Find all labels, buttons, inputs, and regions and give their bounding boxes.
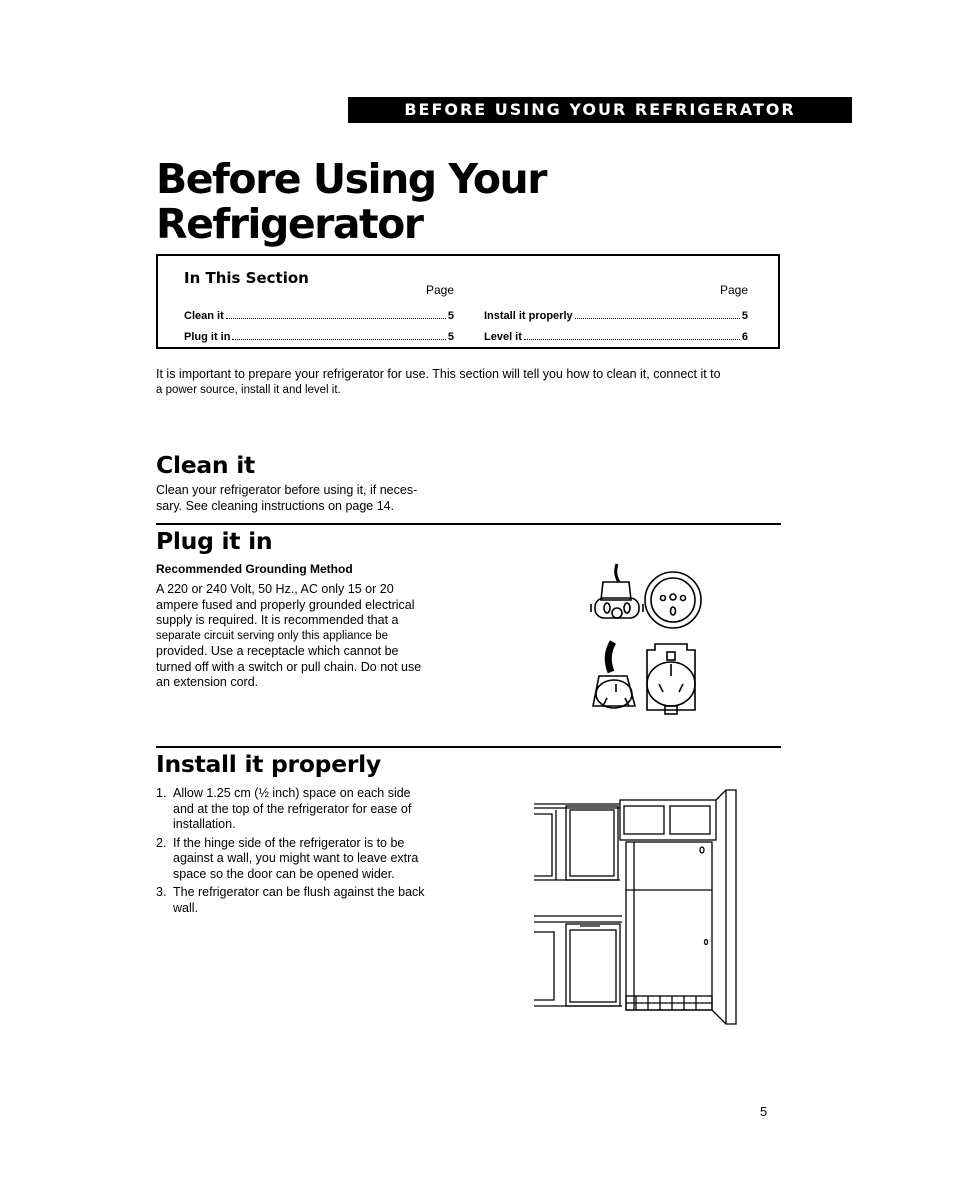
contents-entry-page: 6 (741, 331, 748, 343)
step-line: The refrigerator can be flush against the back (173, 885, 425, 899)
leader-dots (524, 339, 740, 340)
contents-entry (484, 301, 748, 322)
page-number: 5 (760, 1104, 768, 1119)
page-title-line-1: Before Using Your (156, 155, 546, 203)
page-title-line-2: Refrigerator (156, 200, 423, 248)
intro-paragraph (156, 366, 781, 398)
contents-entry (184, 322, 454, 343)
upper-cabinets (534, 804, 620, 880)
install-step (156, 836, 456, 883)
plug-heading: Plug it in (156, 527, 273, 555)
grounding-subheading: Recommended Grounding Method (156, 562, 353, 576)
flat-pin-plug-icon (593, 642, 635, 708)
install-step (156, 885, 456, 916)
contents-entry-label: Clean it (184, 310, 224, 322)
clean-line-1: Clean your refrigerator before using it, if neces- (156, 483, 418, 497)
step-text (173, 836, 418, 883)
leader-dots (226, 318, 446, 319)
grounded-plug-illustration (585, 560, 715, 720)
step-line: If the hinge side of the refrigerator is to be (173, 835, 405, 850)
leader-dots (575, 318, 740, 319)
section-contents-box (156, 254, 780, 349)
plug-line: A 220 or 240 Volt, 50 Hz., AC only 15 or 20 (156, 582, 394, 596)
contents-entry-page: 5 (447, 310, 454, 322)
refrigerator-icon (626, 842, 712, 1010)
step-number: 1. (156, 786, 167, 800)
plug-text (156, 582, 456, 691)
install-steps (156, 786, 456, 919)
contents-entry-page: 5 (741, 310, 748, 322)
refrigerator-installation-illustration (530, 786, 742, 1028)
clean-heading: Clean it (156, 451, 255, 479)
plug-line: provided. Use a receptacle which cannot be (156, 644, 399, 658)
round-socket-icon (645, 572, 701, 628)
plug-line: separate circuit serving only this appliance be (156, 629, 389, 642)
plug-line: ampere fused and properly grounded electrical (156, 597, 415, 612)
step-number: 2. (156, 835, 167, 850)
install-heading: Install it properly (156, 750, 381, 778)
step-line: Allow 1.25 cm (½ inch) space on each side (173, 786, 411, 800)
intro-line-1: It is important to prepare your refrigerator for use. This section will tell you how to clean it, connect it to (156, 367, 721, 381)
contents-heading: In This Section (184, 269, 309, 287)
contents-left-column (184, 283, 454, 343)
plug-line: supply is required. It is recommended that a (156, 613, 399, 627)
contents-entry-label: Install it properly (484, 310, 573, 322)
step-text (173, 786, 411, 833)
step-line: installation. (173, 817, 236, 831)
counter-and-lower-cabinets (534, 916, 622, 1006)
section-banner: BEFORE USING YOUR REFRIGERATOR (348, 97, 852, 123)
clean-line-2: sary. See cleaning instructions on page 14. (156, 498, 395, 513)
round-plug-icon (591, 564, 643, 618)
contents-entry (484, 322, 748, 343)
install-step (156, 786, 456, 833)
overhead-cabinets-above-fridge (620, 800, 716, 840)
step-line: and at the top of the refrigerator for ease of (173, 801, 412, 816)
step-text (173, 885, 425, 916)
step-line: wall. (173, 900, 199, 915)
page-title (156, 157, 756, 247)
step-line: space so the door can be opened wider. (173, 866, 395, 881)
contents-entry-label: Level it (484, 331, 522, 343)
clean-text (156, 483, 456, 514)
leader-dots (232, 339, 445, 340)
contents-right-column (484, 283, 748, 343)
page-column-label: Page (719, 283, 748, 297)
plug-line: an extension cord. (156, 675, 259, 689)
step-number: 3. (156, 885, 167, 899)
contents-entry-page: 5 (447, 331, 454, 343)
plug-line: turned off with a switch or pull chain. Do not use (156, 659, 422, 674)
contents-entry-label: Plug it in (184, 331, 231, 343)
flat-pin-socket-icon (647, 644, 695, 714)
intro-line-2: a power source, install it and level it. (156, 384, 341, 396)
section-divider (156, 523, 781, 525)
contents-entry (184, 301, 454, 322)
page-column-label: Page (425, 283, 454, 297)
step-line: against a wall, you might want to leave extra (173, 851, 419, 865)
section-divider (156, 746, 781, 748)
